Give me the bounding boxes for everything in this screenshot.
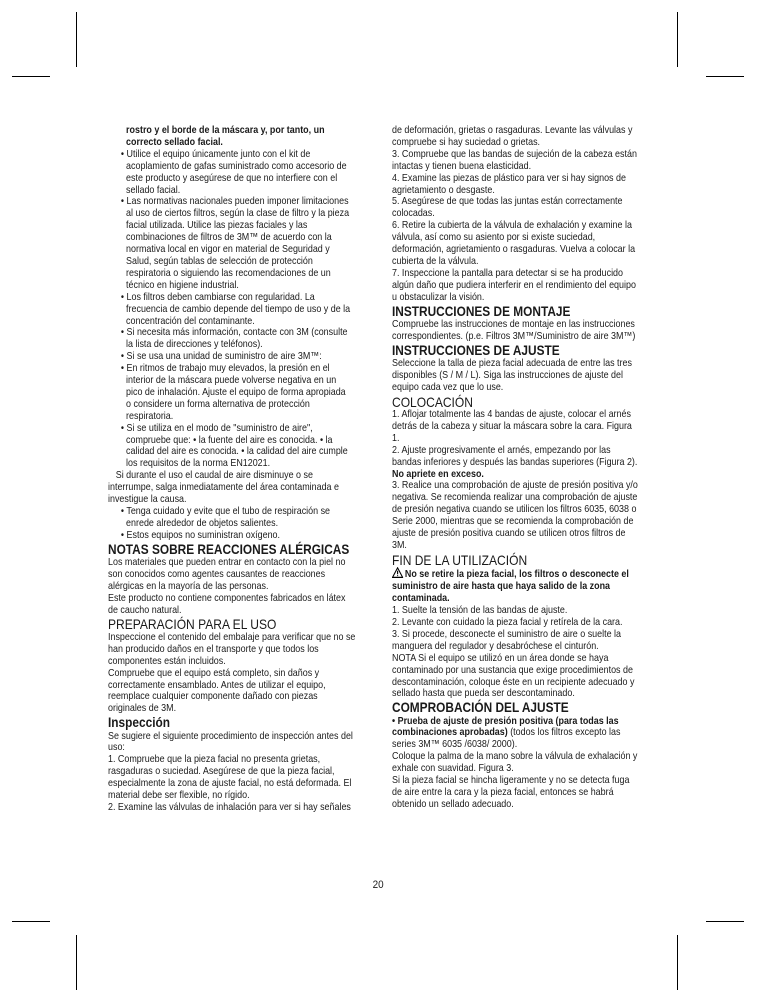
text-line (108, 482, 339, 494)
text: 3. Realice una comprobación de ajuste de presión positiva y/o (392, 480, 638, 492)
text-line (108, 411, 326, 423)
text: 2. Ajuste progresivamente el arnés, empezando por las (392, 444, 611, 456)
text-line (108, 220, 326, 232)
text: son conocidos como agentes causantes de reacciones (108, 568, 326, 580)
text: correctamente ensamblado. Antes de utilizar el equipo, (108, 679, 326, 691)
text-line (108, 530, 326, 542)
text-line (108, 232, 332, 244)
text-line (392, 628, 621, 641)
text: la lista de direcciones y teléfonos). (126, 339, 263, 351)
text: interior de la máscara puede volverse negativa en un (126, 375, 337, 387)
text: respiratoria. (126, 410, 174, 422)
text-line (108, 351, 326, 363)
text-line (392, 492, 638, 504)
text-line (392, 516, 634, 528)
text: algún daño que pudiera interferir en el rendimiento del equipo (392, 279, 636, 291)
text-line (108, 691, 326, 703)
text: han producido daños en el transporte y que todos los (108, 643, 319, 655)
text: Compruebe que el equipo está completo, sin daños y (108, 667, 320, 679)
text: compruebe si hay suciedad o grietas. (392, 136, 541, 148)
text: • En ritmos de trabajo muy elevados, la presión en el (120, 363, 330, 375)
text-line (392, 593, 610, 605)
text-line (392, 409, 631, 421)
text: enrede alrededor de objetos salientes. (126, 517, 279, 529)
text: 5. Asegúrese de que todas las juntas están correctamente (392, 196, 623, 208)
text: investigue la causa. (108, 494, 187, 506)
text: COLOCACIÓN (392, 393, 473, 410)
text: Serie 2000, mientras que se recomienda la comprobación de (392, 516, 634, 528)
text-line (392, 125, 633, 137)
text: Coloque la palma de la mano sobre la válvula de exhalación y (392, 751, 638, 763)
text: alérgicas en la mayoría de las personas. (108, 580, 269, 592)
text-line (392, 688, 610, 700)
text: contaminada. (392, 593, 450, 605)
text-line (392, 480, 638, 492)
text: • Si necesita más información, contacte con 3M (consulte (120, 327, 348, 339)
crop-mark (677, 12, 678, 67)
text-line (108, 280, 326, 292)
text: Compruebe las instrucciones de montaje en las instrucciones (392, 318, 635, 330)
text: 3. Si procede, desconecte el suministro de aire o suelte la (392, 628, 621, 640)
text: series 3M™ 6035 /6038/ 2000). (392, 739, 518, 751)
text-line (392, 420, 632, 433)
text-line (108, 790, 326, 802)
text-line (108, 160, 347, 173)
text-line (392, 318, 635, 331)
text: técnico en higiene industrial. (126, 279, 239, 291)
text-line (392, 799, 610, 811)
text-line (108, 680, 326, 692)
text: frecuencia de cambio depende del tiempo de uso y de la (126, 303, 351, 315)
text-line (108, 327, 348, 339)
right-column (392, 125, 646, 811)
text-line (108, 801, 351, 814)
text-line (392, 161, 610, 173)
text: 1. Compruebe que la pieza facial no presenta grietas, (108, 754, 321, 766)
crop-mark (706, 921, 744, 922)
text: de caucho natural. (108, 604, 182, 616)
text-line (392, 715, 619, 728)
text-line (108, 256, 326, 268)
text: (todos los filtros excepto las (507, 727, 621, 739)
crop-mark (12, 921, 50, 922)
text-line (108, 754, 326, 766)
text: INSTRUCCIONES DE MONTAJE (392, 303, 571, 319)
text-line (108, 778, 352, 790)
text: equipo cada vez que lo use. (392, 381, 504, 393)
text-line (108, 244, 330, 256)
text-line (108, 363, 330, 375)
text: concentración del contaminante. (126, 315, 255, 327)
text-line (392, 676, 635, 689)
section-heading (108, 541, 350, 557)
text-line (392, 244, 636, 256)
text-line (108, 316, 326, 328)
text: uso: (108, 742, 125, 754)
text: interrumpe, salga inmediatamente del área contaminada e (108, 482, 339, 494)
section-heading (108, 617, 326, 632)
text: respiratoria o siguiendo las recomendaciones de un (126, 267, 331, 279)
page-number: 20 (372, 879, 384, 891)
text-line (108, 656, 326, 668)
section-heading (392, 553, 610, 568)
text: normativa local en vigor en material de Seguridad y (126, 244, 330, 256)
text: 1. Suelte la tensión de las bandas de ajuste. (392, 605, 568, 617)
text: FIN DE LA UTILIZACIÓN (392, 551, 528, 568)
text-line (108, 375, 337, 387)
text-line (392, 787, 614, 799)
text: 7. Inspeccione la pantalla para detectar si se ha producido (392, 267, 624, 279)
text: de aire entre la cara y la pieza facial, entonces se habrá (392, 787, 614, 799)
text-line (108, 208, 350, 220)
text: compruebe que: • la fuente del aire es conocida. • la (126, 434, 333, 446)
text-line (392, 739, 610, 751)
text: 2. Levante con cuidado la pieza facial y retírela de la cara. (392, 617, 623, 629)
text-line (108, 605, 326, 617)
text-line (108, 458, 326, 470)
text-line (392, 357, 632, 370)
text: No apriete en exceso. (392, 468, 484, 480)
text: deformación, agrietamiento o rasgaduras. Vuelva a colocar la (392, 244, 636, 256)
text-line (108, 292, 326, 304)
text-line (108, 137, 326, 149)
text: rostro y el borde de la máscara y, por tanto, un (126, 125, 325, 136)
text-line (392, 382, 610, 394)
section-heading (108, 716, 326, 730)
text: • Si se utiliza en el modo de "suministro de aire", (120, 422, 313, 434)
text: o considere un forma alternativa de protección (126, 398, 310, 410)
text-line (108, 399, 326, 411)
text: sellado hasta que pueda ser descontaminado. (392, 688, 575, 700)
text: 1. Aflojar totalmente las 4 bandas de ajuste, colocar el arnés (392, 409, 631, 421)
text-line (108, 569, 326, 581)
text-line (392, 256, 610, 268)
text: Si durante el uso el caudal de aire disminuye o se (115, 470, 313, 482)
text: Si la pieza facial se hincha ligeramente y no se detecta fuga (392, 775, 630, 787)
text: correcto sellado facial. (126, 136, 223, 148)
text: 3M. (392, 540, 407, 551)
text-line (392, 433, 610, 445)
text-line (108, 556, 346, 569)
text: descontaminación, coloque éste en un recipiente adecuado y (392, 676, 635, 688)
text: 6. Retire la cubierta de la válvula de exhalación y examine la (392, 220, 632, 232)
text: INSTRUCCIONES DE AJUSTE (392, 342, 560, 358)
text-line (392, 751, 638, 763)
text-line (392, 369, 623, 382)
text: contaminado por una sustancia que exige procedimientos de (392, 664, 633, 676)
text-line (392, 653, 610, 665)
crop-mark (677, 935, 678, 990)
text: Se sugiere el siguiente procedimiento de inspección antes del (108, 730, 353, 742)
text-line (392, 172, 626, 185)
text: Los materiales que pueden entrar en contacto con la piel no (108, 556, 346, 568)
text: 3. Compruebe que las bandas de sujeción de la cabeza están (392, 148, 637, 160)
text: NOTAS SOBRE REACCIONES ALÉRGICAS (108, 541, 350, 557)
section-heading (392, 395, 610, 410)
text-line (392, 196, 623, 208)
text-line (108, 494, 326, 506)
text-line (392, 727, 621, 739)
text: Inspeccione el contenido del embalaje para verificar que no se (108, 631, 356, 643)
text: válvula, así como su asiento por si existe suciedad, (392, 232, 596, 244)
text: reemplace cualquier componente dañado con piezas (108, 691, 318, 703)
text: NOTA Si el equipo se utilizó en un área donde se haya (392, 652, 609, 664)
text-line (108, 742, 326, 754)
text: obtenido un sellado adecuado. (392, 798, 514, 810)
text: cubierta de la válvula. (392, 255, 479, 267)
text: combinaciones de filtros de 3M™ de acuerdo con la (126, 232, 332, 244)
text: los requisitos de la norma EN12021. (126, 458, 271, 470)
text-line (392, 581, 610, 593)
text-line (392, 137, 610, 149)
text-line (392, 292, 610, 304)
text-line (108, 766, 335, 778)
text: No se retire la pieza facial, los filtros o desconecte el (404, 569, 629, 581)
text-line (392, 641, 610, 653)
text-line (108, 172, 338, 185)
text: • Estos equipos no suministran oxígeno. (120, 529, 281, 541)
text: calidad del aire es conocida. • la calidad del aire cumple (126, 446, 348, 458)
text: de presión negativa cuando se utilicen los filtros 6035, 6038 o (392, 504, 637, 516)
text: detrás de la cabeza y situar la máscara sobre la cara. Figura (392, 420, 632, 432)
text: u obstaculizar la visión. (392, 291, 485, 303)
text: material debe ser flexible, no rígido. (108, 790, 250, 802)
text: agrietamiento o desgaste. (392, 184, 495, 196)
section-heading (392, 344, 610, 358)
text: intactas y tienen buena elasticidad. (392, 160, 532, 172)
text-line (392, 456, 638, 469)
text-line (108, 196, 349, 208)
text: • Utilice el equipo únicamente junto con el kit de (120, 148, 311, 160)
text: Seleccione la talla de pieza facial adecuada de entre las tres (392, 357, 632, 369)
crop-mark (76, 935, 77, 990)
text-line (392, 605, 610, 617)
text: Inspección (108, 715, 170, 731)
text-line (392, 664, 633, 677)
text: este producto y asegúrese de que no interfiere con el (126, 172, 338, 184)
text: originales de 3M. (108, 703, 177, 715)
text: • Las normativas nacionales pueden imponer limitaciones (120, 196, 349, 208)
text-line (392, 775, 630, 787)
text: • Si se usa una unidad de suministro de aire 3M™: (120, 351, 322, 363)
text: COMPROBACIÓN DEL AJUSTE (392, 700, 569, 716)
text-line (108, 149, 326, 161)
text: componentes están incluidos. (108, 655, 226, 667)
text-line (108, 644, 326, 656)
text-line (108, 446, 348, 458)
crop-mark (12, 76, 50, 77)
text-line (108, 185, 326, 197)
text: especialmente la zona de ajuste facial, no está deformada. El (108, 778, 352, 790)
text-line (108, 518, 326, 530)
text: disponibles (S / M / L). Siga las instrucciones de ajuste del (392, 369, 623, 381)
text: 4. Examine las piezas de plástico para ver si hay signos de (392, 172, 626, 184)
text-line (392, 232, 610, 244)
text-line (392, 185, 610, 197)
text-line (108, 506, 331, 518)
text-line (392, 540, 610, 552)
section-heading (392, 305, 610, 319)
text-line (108, 267, 331, 280)
text-line (392, 567, 629, 581)
text-line (108, 631, 356, 644)
text-line (392, 208, 610, 220)
text: suministro de aire hasta que haya salido de la zona (392, 581, 611, 593)
text: 2. Examine las válvulas de inhalación para ver si hay señales (108, 801, 351, 813)
text: de deformación, grietas o rasgaduras. Levante las válvulas y (392, 125, 633, 136)
section-heading (392, 701, 610, 715)
text-line (392, 220, 632, 232)
text-line (108, 386, 346, 399)
text-line (108, 125, 326, 137)
text: ajuste de presión positiva cuando se utilicen otros filtros de (392, 528, 626, 540)
text: Salud, según tablas de selección de protección (126, 255, 313, 267)
text: acoplamiento de gafas suministrado como accesorio de (126, 160, 347, 172)
text: al uso de ciertos filtros, según la clase de filtro y la pieza (126, 208, 350, 220)
text-line (108, 730, 353, 743)
text-line (392, 763, 610, 775)
text-line (392, 504, 637, 516)
text-line (392, 279, 636, 292)
crop-mark (76, 12, 77, 67)
text-line (392, 148, 637, 161)
crop-mark (706, 76, 744, 77)
text-line (392, 617, 623, 629)
text-line (108, 303, 351, 316)
text-line (392, 445, 610, 457)
text: • Prueba de ajuste de presión positiva (para todas las (392, 715, 619, 727)
text: colocadas. (392, 208, 435, 220)
text-line (392, 267, 624, 280)
text: negativa. Se recomienda realizar una comprobación de ajuste (392, 492, 638, 504)
warning-icon (392, 567, 403, 578)
text: correspondientes. (p.e. Filtros 3M™/Suministro de aire 3M™) (392, 330, 636, 342)
text-line (392, 528, 626, 540)
text: PREPARACIÓN PARA EL USO (108, 616, 277, 633)
text: rasgaduras o suciedad. Asegúrese de que la pieza facial, (108, 766, 335, 778)
text-line (108, 423, 326, 435)
text-line (392, 469, 610, 481)
text-line (108, 434, 333, 447)
text: sellado facial. (126, 184, 181, 196)
text-line (108, 668, 326, 680)
text-line (108, 581, 326, 593)
text: combinaciones aprobadas) (392, 727, 508, 739)
text-line (108, 592, 346, 605)
left-column (108, 125, 362, 814)
text: bandas inferiores y después las bandas superiores (Figura 2). (392, 456, 638, 468)
text-line (108, 339, 326, 351)
text-line (108, 703, 326, 715)
text-line (392, 330, 636, 343)
text-line (108, 470, 326, 482)
text: • Tenga cuidado y evite que el tubo de respiración se (120, 506, 331, 517)
text: pico de inhalación. Ajuste el equipo de forma apropiada (126, 386, 346, 398)
text: facial utilizada. Utilice las piezas faciales y las (126, 220, 308, 232)
text: • Los filtros deben cambiarse con regularidad. La (120, 291, 315, 303)
text: Este producto no contiene componentes fabricados en látex (108, 592, 346, 604)
text: 1. (392, 432, 400, 444)
text: exhale con suavidad. Figura 3. (392, 763, 514, 775)
text: manguera del regulador y desabróchese el cinturón. (392, 640, 599, 652)
